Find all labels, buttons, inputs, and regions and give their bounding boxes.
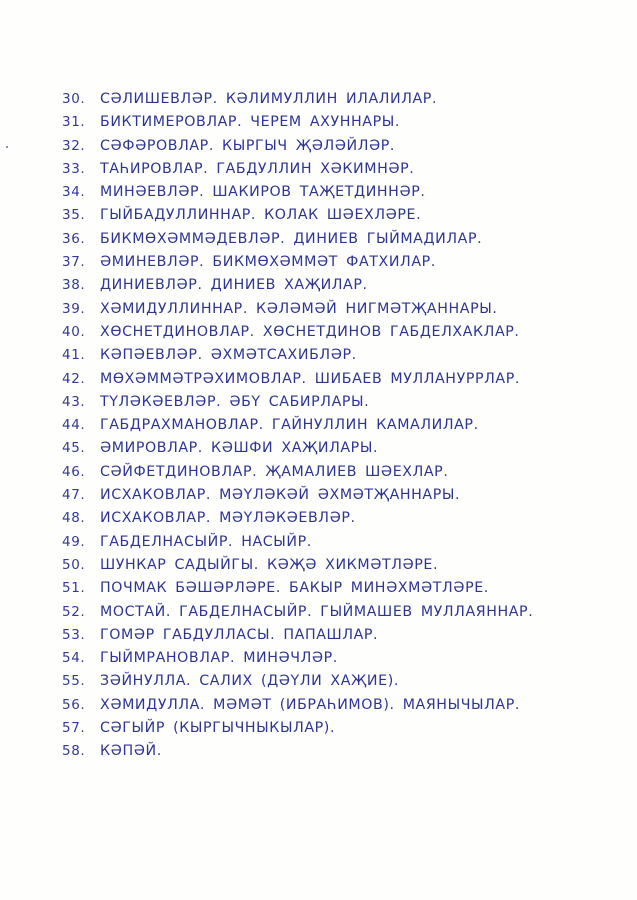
item-number: 58.: [62, 743, 86, 760]
item-text: ТАҺИРОВЛАР. ГАБДУЛЛИН ХӘКИМНӘР.: [100, 160, 415, 177]
family-list: [62, 88, 622, 764]
item-number: 46.: [62, 463, 86, 480]
item-text: ГАБДЕЛНАСЫЙР. НАСЫЙР.: [100, 533, 312, 550]
item-text: МӨХӘММӘТРӘХИМОВЛАР. ШИБАЕВ МУЛЛАНУРРЛАР.: [100, 370, 520, 387]
list-item: [62, 461, 622, 484]
list-item: [62, 577, 622, 600]
item-text: СӘЙФЕТДИНОВЛАР. ҖАМАЛИЕВ ШӘЕХЛАР.: [100, 463, 449, 480]
item-text: ГЫЙМРАНОВЛАР. МИНӘЧЛӘР.: [100, 650, 338, 667]
item-number: 53.: [62, 626, 86, 643]
item-text: ӘМИНЕВЛӘР. БИКМӨХӘММӘТ ФАТХИЛАР.: [100, 254, 436, 271]
list-item: [62, 437, 622, 460]
item-number: 35.: [62, 207, 86, 224]
list-item: [62, 88, 622, 111]
list-item: [62, 181, 622, 204]
list-item: [62, 740, 622, 763]
list-item: [62, 391, 622, 414]
item-text: БИКМӨХӘММӘДЕВЛӘР. ДИНИЕВ ГЫЙМАДИЛАР.: [100, 230, 483, 247]
item-text: СӘГЫЙР (КЫРГЫЧНЫКЫЛАР).: [100, 720, 336, 737]
item-number: 32.: [62, 137, 86, 154]
item-text: ГЫЙБАДУЛЛИННАР. КОЛАК ШӘЕХЛӘРЕ.: [100, 207, 422, 224]
list-item: [62, 298, 622, 321]
item-number: 56.: [62, 696, 86, 713]
item-number: 55.: [62, 673, 86, 690]
item-text: МИНӘЕВЛӘР. ШАКИРОВ ТАҖЕТДИННӘР.: [100, 184, 426, 201]
item-text: ПОЧМАК БӘШӘРЛӘРЕ. БАКЫР МИНӘХМӘТЛӘРЕ.: [100, 580, 489, 597]
list-item: [62, 670, 622, 693]
item-text: ИСХАКОВЛАР. МӘҮЛӘКӘЙ ӘХМӘТҖАННАРЫ.: [100, 487, 461, 504]
item-text: ШУНКАР САДЫЙГЫ. КӘҖӘ ХИКМӘТЛӘРЕ.: [100, 556, 439, 573]
item-text: ӘМИРОВЛАР. КӘШФИ ХАҖИЛАРЫ.: [100, 440, 379, 457]
item-number: 49.: [62, 533, 86, 550]
item-text: ХӘМИДУЛЛА. МӘМӘТ (ИБРАҺИМОВ). МАЯНЫЧЫЛАР.: [100, 696, 520, 713]
item-text: ТҮЛӘКӘЕВЛӘР. ӘБҮ САБИРЛАРЫ.: [100, 393, 370, 410]
item-number: 48.: [62, 510, 86, 527]
list-item: [62, 204, 622, 227]
item-number: 51.: [62, 580, 86, 597]
item-number: 43.: [62, 393, 86, 410]
list-item: [62, 647, 622, 670]
list-item: [62, 321, 622, 344]
list-item: [62, 484, 622, 507]
item-text: КӘПӘЕВЛӘР. ӘХМӘТСАХИБЛӘР.: [100, 347, 357, 364]
item-number: 36.: [62, 230, 86, 247]
item-text: МОСТАЙ. ГАБДЕЛНАСЫЙР. ГЫЙМАШЕВ МУЛЛАЯННАР.: [100, 603, 534, 620]
list-item: [62, 554, 622, 577]
item-number: 47.: [62, 487, 86, 504]
item-number: 42.: [62, 370, 86, 387]
list-item: [62, 251, 622, 274]
item-text: СӘФӘРОВЛАР. КЫРГЫЧ ҖӘЛӘЙЛӘР.: [100, 137, 396, 154]
item-number: 30.: [62, 91, 86, 107]
list-item: [62, 135, 622, 158]
list-item: [62, 228, 622, 251]
item-number: 31.: [62, 114, 86, 131]
item-text: БИКТИМЕРОВЛАР. ЧЕРЕМ АХУННАРЫ.: [100, 114, 400, 131]
item-number: 50.: [62, 556, 86, 573]
item-text: ИСХАКОВЛАР. МӘҮЛӘКӘЕВЛӘР.: [100, 510, 356, 527]
item-number: 34.: [62, 184, 86, 201]
item-number: 44.: [62, 417, 86, 434]
item-number: 33.: [62, 160, 86, 177]
item-number: 40.: [62, 323, 86, 340]
item-text: ДИНИЕВЛӘР. ДИНИЕВ ХАҖИЛАР.: [100, 277, 368, 294]
item-text: СӘЛИШЕВЛӘР. КӘЛИМУЛЛИН ИЛАЛИЛАР.: [100, 91, 438, 107]
list-item: [62, 531, 622, 554]
list-item: [62, 624, 622, 647]
item-text: ХӨСНЕТДИНОВЛАР. ХӨСНЕТДИНОВ ГАБДЕЛХАКЛАР.: [100, 323, 520, 340]
list-item: [62, 694, 622, 717]
list-item: [62, 368, 622, 391]
item-text: ЗӘЙНУЛЛА. САЛИХ (ДӘҮЛИ ХАҖИЕ).: [100, 673, 399, 690]
list-item: [62, 601, 622, 624]
list-item: [62, 507, 622, 530]
item-number: 52.: [62, 603, 86, 620]
list-item: [62, 717, 622, 740]
item-number: 54.: [62, 650, 86, 667]
item-text: ХӘМИДУЛЛИННАР. КӘЛӘМӘЙ НИГМӘТҖАННАРЫ.: [100, 300, 498, 317]
list-item: [62, 414, 622, 437]
item-text: ГАБДРАХМАНОВЛАР. ГАЙНУЛЛИН КАМАЛИЛАР.: [100, 417, 479, 434]
item-text: КӘПӘЙ.: [100, 743, 162, 760]
item-number: 38.: [62, 277, 86, 294]
list-item: [62, 274, 622, 297]
item-number: 41.: [62, 347, 86, 364]
item-number: 57.: [62, 720, 86, 737]
item-number: 37.: [62, 254, 86, 271]
ink-dot: [6, 146, 8, 148]
list-item: [62, 111, 622, 134]
list-item: [62, 344, 622, 367]
item-number: 39.: [62, 300, 86, 317]
list-item: [62, 158, 622, 181]
item-number: 45.: [62, 440, 86, 457]
item-text: ГОМӘР ГАБДУЛЛАСЫ. ПАПАШЛАР.: [100, 626, 379, 643]
